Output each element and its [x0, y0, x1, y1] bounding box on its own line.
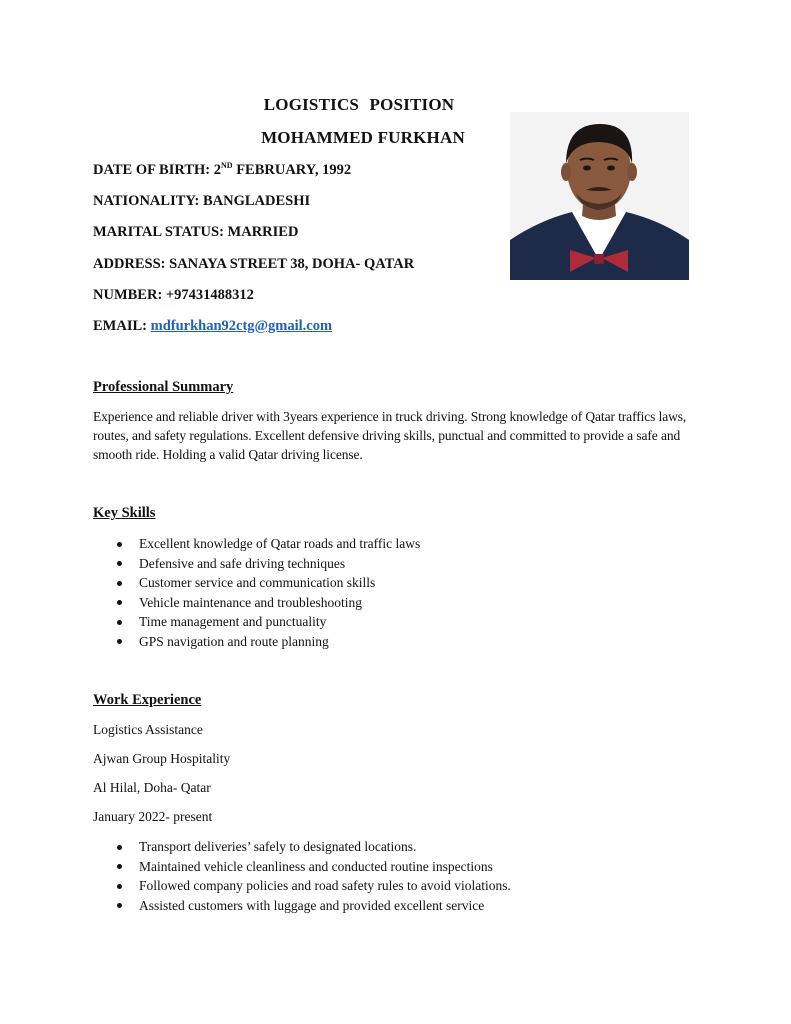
list-item: GPS navigation and route planning — [93, 632, 420, 652]
email-link[interactable]: mdfurkhan92ctg@gmail.com — [150, 318, 333, 334]
job-role: Logistics Assistance — [93, 722, 203, 737]
list-item: Followed company policies and road safety rules to avoid violations. — [93, 876, 511, 896]
list-item: Defensive and safe driving techniques — [93, 554, 420, 574]
list-item: Time management and punctuality — [93, 612, 420, 632]
nationality: NATIONALITY: BANGLADESHI — [93, 193, 311, 209]
key-skills-heading: Key Skills — [93, 505, 156, 521]
email-row: EMAIL: mdfurkhan92ctg@gmail.com — [93, 318, 333, 334]
list-item: Excellent knowledge of Qatar roads and traffic laws — [93, 534, 420, 554]
professional-summary-heading: Professional Summary — [93, 379, 234, 395]
key-skills-list — [93, 534, 420, 651]
job-location: Al Hilal, Doha- Qatar — [93, 780, 211, 795]
position-title: LOGISTICS POSITION — [263, 95, 455, 114]
work-experience-heading: Work Experience — [93, 692, 202, 708]
list-item: Vehicle maintenance and troubleshooting — [93, 593, 420, 613]
list-item: Transport deliveries’ safely to designated locations. — [93, 837, 511, 857]
job-period: January 2022- present — [93, 809, 213, 824]
list-item: Maintained vehicle cleanliness and conducted routine inspections — [93, 857, 511, 877]
candidate-name: MOHAMMED FURKHAN — [261, 128, 465, 147]
date-of-birth: DATE OF BIRTH: 2ND FEBRUARY, 1992 — [93, 161, 352, 178]
list-item: Customer service and communication skills — [93, 573, 420, 593]
list-item: Assisted customers with luggage and provided excellent service — [93, 896, 511, 916]
job-company: Ajwan Group Hospitality — [93, 751, 231, 766]
profile-photo — [510, 112, 689, 280]
job-duties-list — [93, 837, 511, 915]
professional-summary-text: Experience and reliable driver with 3years experience in truck driving. Strong knowledge of Qatar traffics laws, routes, and safety regulations. Excellent defensive driving skills, punctual and committed to provide a safe and smooth ride. Holding a valid Qatar driving license. — [93, 409, 687, 462]
marital-status: MARITAL STATUS: MARRIED — [93, 224, 299, 240]
address: ADDRESS: SANAYA STREET 38, DOHA- QATAR — [93, 256, 415, 272]
phone-number: NUMBER: +97431488312 — [93, 287, 254, 303]
person-portrait-icon — [510, 112, 689, 280]
